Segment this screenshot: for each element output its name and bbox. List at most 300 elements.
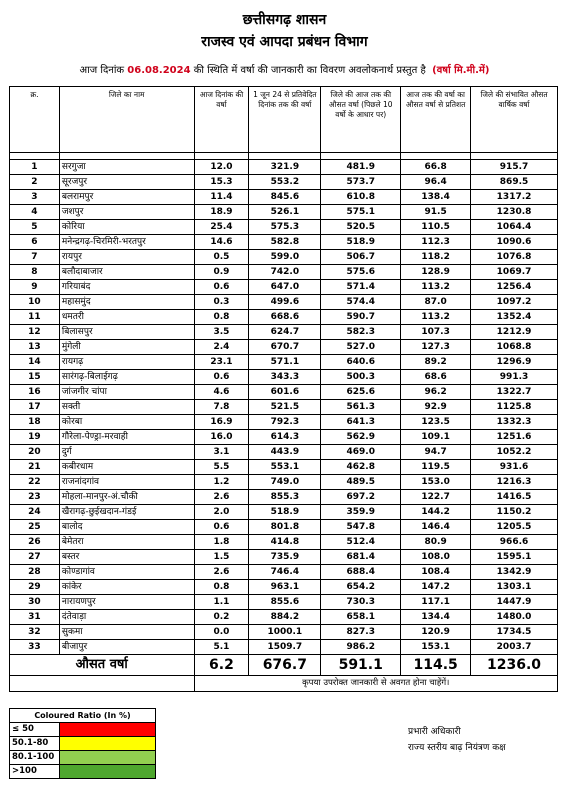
row-avg-to-date: 575.1 bbox=[321, 205, 401, 220]
row-serial: 7 bbox=[10, 250, 60, 265]
row-annual-avg: 1256.4 bbox=[471, 280, 558, 295]
table-row bbox=[10, 580, 558, 595]
row-today-rain: 2.6 bbox=[194, 490, 249, 505]
row-serial: 2 bbox=[10, 175, 60, 190]
row-district-name: गौरेला-पेण्ड्रा-मरवाही bbox=[59, 430, 194, 445]
row-annual-avg: 1317.2 bbox=[471, 190, 558, 205]
table-row bbox=[10, 535, 558, 550]
row-avg-to-date: 730.3 bbox=[321, 595, 401, 610]
row-avg-to-date: 625.6 bbox=[321, 385, 401, 400]
row-today-rain: 1.5 bbox=[194, 550, 249, 565]
row-avg-to-date: 562.9 bbox=[321, 430, 401, 445]
row-today-rain: 18.9 bbox=[194, 205, 249, 220]
row-percent: 87.0 bbox=[401, 295, 471, 310]
row-annual-avg: 1352.4 bbox=[471, 310, 558, 325]
row-percent: 153.1 bbox=[401, 640, 471, 655]
row-since-june-rain: 735.9 bbox=[249, 550, 321, 565]
row-annual-avg: 1076.8 bbox=[471, 250, 558, 265]
row-today-rain: 3.1 bbox=[194, 445, 249, 460]
legend-title: Coloured Ratio (In %) bbox=[10, 709, 156, 723]
average-today: 6.2 bbox=[194, 655, 249, 676]
legend-label: ≤ 50 bbox=[10, 723, 60, 737]
row-district-name: गरियाबंद bbox=[59, 280, 194, 295]
row-percent: 127.3 bbox=[401, 340, 471, 355]
table-row bbox=[10, 310, 558, 325]
row-avg-to-date: 641.3 bbox=[321, 415, 401, 430]
table-row bbox=[10, 505, 558, 520]
table-row bbox=[10, 625, 558, 640]
row-annual-avg: 1205.5 bbox=[471, 520, 558, 535]
row-serial: 12 bbox=[10, 325, 60, 340]
row-annual-avg: 1480.0 bbox=[471, 610, 558, 625]
table-row bbox=[10, 160, 558, 175]
row-serial: 28 bbox=[10, 565, 60, 580]
row-percent: 89.2 bbox=[401, 355, 471, 370]
row-serial: 3 bbox=[10, 190, 60, 205]
average-annual: 1236.0 bbox=[471, 655, 558, 676]
row-district-name: कबीरधाम bbox=[59, 460, 194, 475]
row-since-june-rain: 855.6 bbox=[249, 595, 321, 610]
row-annual-avg: 869.5 bbox=[471, 175, 558, 190]
row-percent: 122.7 bbox=[401, 490, 471, 505]
row-today-rain: 1.2 bbox=[194, 475, 249, 490]
row-avg-to-date: 481.9 bbox=[321, 160, 401, 175]
table-row bbox=[10, 280, 558, 295]
row-annual-avg: 1342.9 bbox=[471, 565, 558, 580]
row-today-rain: 5.5 bbox=[194, 460, 249, 475]
row-avg-to-date: 571.4 bbox=[321, 280, 401, 295]
row-today-rain: 0.6 bbox=[194, 370, 249, 385]
row-since-june-rain: 518.9 bbox=[249, 505, 321, 520]
footer-note-row bbox=[10, 676, 558, 692]
row-avg-to-date: 610.8 bbox=[321, 190, 401, 205]
row-avg-to-date: 520.5 bbox=[321, 220, 401, 235]
row-avg-to-date: 359.9 bbox=[321, 505, 401, 520]
row-percent: 118.2 bbox=[401, 250, 471, 265]
row-since-june-rain: 845.6 bbox=[249, 190, 321, 205]
row-serial: 8 bbox=[10, 265, 60, 280]
row-avg-to-date: 582.3 bbox=[321, 325, 401, 340]
row-today-rain: 0.3 bbox=[194, 295, 249, 310]
table-row bbox=[10, 220, 558, 235]
row-serial: 15 bbox=[10, 370, 60, 385]
row-district-name: रायपुर bbox=[59, 250, 194, 265]
row-since-june-rain: 749.0 bbox=[249, 475, 321, 490]
table-row bbox=[10, 235, 558, 250]
row-since-june-rain: 801.8 bbox=[249, 520, 321, 535]
row-since-june-rain: 582.8 bbox=[249, 235, 321, 250]
row-percent: 113.2 bbox=[401, 310, 471, 325]
row-today-rain: 12.0 bbox=[194, 160, 249, 175]
row-district-name: धमतरी bbox=[59, 310, 194, 325]
row-annual-avg: 1734.5 bbox=[471, 625, 558, 640]
row-since-june-rain: 499.6 bbox=[249, 295, 321, 310]
row-percent: 128.9 bbox=[401, 265, 471, 280]
row-annual-avg: 1332.3 bbox=[471, 415, 558, 430]
row-avg-to-date: 827.3 bbox=[321, 625, 401, 640]
row-district-name: मोहला-मानपुर-अं.चौकी bbox=[59, 490, 194, 505]
page-title: छत्तीसगढ़ शासन bbox=[242, 12, 327, 28]
header-percent: आज तक की वर्षा का औसत वर्षा से प्रतिशत bbox=[401, 87, 471, 153]
row-serial: 11 bbox=[10, 310, 60, 325]
row-percent: 107.3 bbox=[401, 325, 471, 340]
row-avg-to-date: 688.4 bbox=[321, 565, 401, 580]
row-annual-avg: 1322.7 bbox=[471, 385, 558, 400]
row-avg-to-date: 527.0 bbox=[321, 340, 401, 355]
row-district-name: बस्तर bbox=[59, 550, 194, 565]
row-avg-to-date: 654.2 bbox=[321, 580, 401, 595]
row-serial: 33 bbox=[10, 640, 60, 655]
row-percent: 123.5 bbox=[401, 415, 471, 430]
row-avg-to-date: 500.3 bbox=[321, 370, 401, 385]
row-annual-avg: 1296.9 bbox=[471, 355, 558, 370]
row-today-rain: 5.1 bbox=[194, 640, 249, 655]
row-annual-avg: 1090.6 bbox=[471, 235, 558, 250]
row-since-june-rain: 601.6 bbox=[249, 385, 321, 400]
row-since-june-rain: 668.6 bbox=[249, 310, 321, 325]
table-row bbox=[10, 475, 558, 490]
row-serial: 25 bbox=[10, 520, 60, 535]
row-district-name: कोरबा bbox=[59, 415, 194, 430]
row-today-rain: 16.0 bbox=[194, 430, 249, 445]
header-today: आज दिनांक की वर्षा bbox=[194, 87, 249, 153]
row-since-june-rain: 571.1 bbox=[249, 355, 321, 370]
table-row bbox=[10, 550, 558, 565]
row-serial: 23 bbox=[10, 490, 60, 505]
row-since-june-rain: 343.3 bbox=[249, 370, 321, 385]
row-district-name: कांकेर bbox=[59, 580, 194, 595]
row-percent: 110.5 bbox=[401, 220, 471, 235]
row-today-rain: 25.4 bbox=[194, 220, 249, 235]
row-avg-to-date: 986.2 bbox=[321, 640, 401, 655]
row-annual-avg: 1064.4 bbox=[471, 220, 558, 235]
row-today-rain: 1.8 bbox=[194, 535, 249, 550]
row-district-name: जांजगीर चांपा bbox=[59, 385, 194, 400]
row-annual-avg: 2003.7 bbox=[471, 640, 558, 655]
row-since-june-rain: 1509.7 bbox=[249, 640, 321, 655]
table-row bbox=[10, 565, 558, 580]
row-avg-to-date: 574.4 bbox=[321, 295, 401, 310]
row-annual-avg: 966.6 bbox=[471, 535, 558, 550]
row-district-name: दंतेवाड़ा bbox=[59, 610, 194, 625]
row-percent: 146.4 bbox=[401, 520, 471, 535]
legend-label: 80.1-100 bbox=[10, 751, 60, 765]
header-serial: क्र. bbox=[10, 87, 60, 153]
row-avg-to-date: 697.2 bbox=[321, 490, 401, 505]
row-percent: 92.9 bbox=[401, 400, 471, 415]
row-today-rain: 1.1 bbox=[194, 595, 249, 610]
row-since-june-rain: 1000.1 bbox=[249, 625, 321, 640]
signature-title: प्रभारी अधिकारी bbox=[408, 727, 461, 737]
average-since-june: 676.7 bbox=[249, 655, 321, 676]
row-avg-to-date: 489.5 bbox=[321, 475, 401, 490]
table-row bbox=[10, 175, 558, 190]
table-row bbox=[10, 595, 558, 610]
row-district-name: सुकमा bbox=[59, 625, 194, 640]
row-percent: 153.0 bbox=[401, 475, 471, 490]
table-row bbox=[10, 400, 558, 415]
row-today-rain: 23.1 bbox=[194, 355, 249, 370]
row-serial: 10 bbox=[10, 295, 60, 310]
row-since-june-rain: 647.0 bbox=[249, 280, 321, 295]
footer-note: कृपया उपरोक्त जानकारी से अवगत होना चाहेंगें। bbox=[194, 676, 558, 692]
row-district-name: महासमुंद bbox=[59, 295, 194, 310]
header-since-june: 1 जून 24 से प्रतिवेदित दिनांक तक की वर्षा bbox=[249, 87, 321, 153]
color-legend bbox=[9, 708, 156, 779]
table-row bbox=[10, 430, 558, 445]
table-row bbox=[10, 385, 558, 400]
row-since-june-rain: 414.8 bbox=[249, 535, 321, 550]
average-avg-to-date: 591.1 bbox=[321, 655, 401, 676]
row-annual-avg: 931.6 bbox=[471, 460, 558, 475]
row-avg-to-date: 681.4 bbox=[321, 550, 401, 565]
row-annual-avg: 991.3 bbox=[471, 370, 558, 385]
row-since-june-rain: 521.5 bbox=[249, 400, 321, 415]
row-annual-avg: 1447.9 bbox=[471, 595, 558, 610]
row-avg-to-date: 658.1 bbox=[321, 610, 401, 625]
row-serial: 22 bbox=[10, 475, 60, 490]
row-serial: 4 bbox=[10, 205, 60, 220]
row-since-june-rain: 553.1 bbox=[249, 460, 321, 475]
row-district-name: नारायणपुर bbox=[59, 595, 194, 610]
row-avg-to-date: 640.6 bbox=[321, 355, 401, 370]
row-percent: 80.9 bbox=[401, 535, 471, 550]
row-annual-avg: 1068.8 bbox=[471, 340, 558, 355]
row-percent: 120.9 bbox=[401, 625, 471, 640]
row-percent: 66.8 bbox=[401, 160, 471, 175]
row-percent: 108.0 bbox=[401, 550, 471, 565]
row-serial: 26 bbox=[10, 535, 60, 550]
row-percent: 119.5 bbox=[401, 460, 471, 475]
row-today-rain: 0.8 bbox=[194, 310, 249, 325]
row-district-name: बीजापुर bbox=[59, 640, 194, 655]
row-annual-avg: 1216.3 bbox=[471, 475, 558, 490]
row-serial: 24 bbox=[10, 505, 60, 520]
subtitle-text: की स्थिति में वर्षा की जानकारी का विवरण अवलोकनार्थ प्रस्तुत है bbox=[193, 65, 426, 76]
row-today-rain: 2.6 bbox=[194, 565, 249, 580]
row-district-name: खैरागढ़-छुईखदान-गंडई bbox=[59, 505, 194, 520]
row-annual-avg: 1212.9 bbox=[471, 325, 558, 340]
average-row bbox=[10, 655, 558, 676]
row-annual-avg: 915.7 bbox=[471, 160, 558, 175]
average-percent: 114.5 bbox=[401, 655, 471, 676]
row-district-name: बालोद bbox=[59, 520, 194, 535]
row-today-rain: 0.8 bbox=[194, 580, 249, 595]
row-avg-to-date: 512.4 bbox=[321, 535, 401, 550]
table-row bbox=[10, 295, 558, 310]
row-today-rain: 7.8 bbox=[194, 400, 249, 415]
row-since-june-rain: 792.3 bbox=[249, 415, 321, 430]
table-row bbox=[10, 190, 558, 205]
row-percent: 68.6 bbox=[401, 370, 471, 385]
rainfall-table bbox=[9, 86, 558, 692]
table-row bbox=[10, 640, 558, 655]
row-today-rain: 4.6 bbox=[194, 385, 249, 400]
header-avg-to-date: जिले की आज तक की औसत वर्षा (पिछले 10 वर्षो के आधार पर) bbox=[321, 87, 401, 153]
row-district-name: सारंगढ़-बिलाईगढ़ bbox=[59, 370, 194, 385]
average-label: औसत वर्षा bbox=[10, 655, 195, 676]
department-title: राजस्व एवं आपदा प्रबंधन विभाग bbox=[201, 34, 368, 50]
row-serial: 20 bbox=[10, 445, 60, 460]
row-serial: 16 bbox=[10, 385, 60, 400]
row-serial: 31 bbox=[10, 610, 60, 625]
table-row bbox=[10, 370, 558, 385]
row-avg-to-date: 462.8 bbox=[321, 460, 401, 475]
row-district-name: बलरामपुर bbox=[59, 190, 194, 205]
table-row bbox=[10, 340, 558, 355]
row-today-rain: 11.4 bbox=[194, 190, 249, 205]
row-serial: 1 bbox=[10, 160, 60, 175]
row-since-june-rain: 624.7 bbox=[249, 325, 321, 340]
footer-blank bbox=[10, 676, 195, 692]
table-row bbox=[10, 205, 558, 220]
table-row bbox=[10, 325, 558, 340]
row-since-june-rain: 742.0 bbox=[249, 265, 321, 280]
row-serial: 5 bbox=[10, 220, 60, 235]
row-avg-to-date: 547.8 bbox=[321, 520, 401, 535]
row-serial: 6 bbox=[10, 235, 60, 250]
row-annual-avg: 1230.8 bbox=[471, 205, 558, 220]
subtitle-prefix: आज दिनांक bbox=[79, 65, 125, 76]
row-avg-to-date: 590.7 bbox=[321, 310, 401, 325]
unit-label: (वर्षा मि.मी.में) bbox=[432, 65, 490, 76]
row-percent: 138.4 bbox=[401, 190, 471, 205]
row-today-rain: 3.5 bbox=[194, 325, 249, 340]
row-today-rain: 0.9 bbox=[194, 265, 249, 280]
row-district-name: बलौदाबाजार bbox=[59, 265, 194, 280]
row-serial: 9 bbox=[10, 280, 60, 295]
table-row bbox=[10, 610, 558, 625]
row-today-rain: 0.6 bbox=[194, 280, 249, 295]
row-percent: 91.5 bbox=[401, 205, 471, 220]
row-district-name: मनेन्द्रगढ़-चिरमिरी-भरतपुर bbox=[59, 235, 194, 250]
table-row bbox=[10, 415, 558, 430]
row-since-june-rain: 553.2 bbox=[249, 175, 321, 190]
row-annual-avg: 1052.2 bbox=[471, 445, 558, 460]
row-annual-avg: 1251.6 bbox=[471, 430, 558, 445]
row-today-rain: 16.9 bbox=[194, 415, 249, 430]
row-annual-avg: 1125.8 bbox=[471, 400, 558, 415]
row-since-june-rain: 614.3 bbox=[249, 430, 321, 445]
table-row bbox=[10, 490, 558, 505]
row-district-name: सरगुजा bbox=[59, 160, 194, 175]
row-district-name: बेमेतरा bbox=[59, 535, 194, 550]
row-since-june-rain: 443.9 bbox=[249, 445, 321, 460]
row-percent: 144.2 bbox=[401, 505, 471, 520]
row-today-rain: 0.0 bbox=[194, 625, 249, 640]
row-serial: 14 bbox=[10, 355, 60, 370]
legend-swatch bbox=[60, 765, 156, 779]
table-row bbox=[10, 460, 558, 475]
row-today-rain: 15.3 bbox=[194, 175, 249, 190]
row-today-rain: 14.6 bbox=[194, 235, 249, 250]
row-since-june-rain: 855.3 bbox=[249, 490, 321, 505]
row-district-name: मुंगेली bbox=[59, 340, 194, 355]
row-district-name: रायगढ़ bbox=[59, 355, 194, 370]
row-avg-to-date: 506.7 bbox=[321, 250, 401, 265]
row-district-name: सूरजपुर bbox=[59, 175, 194, 190]
legend-label: 50.1-80 bbox=[10, 737, 60, 751]
row-percent: 117.1 bbox=[401, 595, 471, 610]
row-annual-avg: 1069.7 bbox=[471, 265, 558, 280]
row-percent: 94.7 bbox=[401, 445, 471, 460]
row-annual-avg: 1416.5 bbox=[471, 490, 558, 505]
row-district-name: दुर्ग bbox=[59, 445, 194, 460]
report-subtitle bbox=[10, 62, 559, 76]
row-since-june-rain: 575.3 bbox=[249, 220, 321, 235]
row-avg-to-date: 573.7 bbox=[321, 175, 401, 190]
row-annual-avg: 1303.1 bbox=[471, 580, 558, 595]
row-annual-avg: 1150.2 bbox=[471, 505, 558, 520]
row-percent: 112.3 bbox=[401, 235, 471, 250]
report-date: 06.08.2024 bbox=[127, 65, 191, 76]
legend-label: >100 bbox=[10, 765, 60, 779]
row-annual-avg: 1595.1 bbox=[471, 550, 558, 565]
row-today-rain: 0.5 bbox=[194, 250, 249, 265]
row-serial: 32 bbox=[10, 625, 60, 640]
row-district-name: कोण्डागांव bbox=[59, 565, 194, 580]
header-annual: जिले की संभावित औसत वार्षिक वर्षा bbox=[471, 87, 558, 153]
table-row bbox=[10, 265, 558, 280]
table-row bbox=[10, 520, 558, 535]
row-today-rain: 2.4 bbox=[194, 340, 249, 355]
row-percent: 108.4 bbox=[401, 565, 471, 580]
row-percent: 113.2 bbox=[401, 280, 471, 295]
row-today-rain: 0.6 bbox=[194, 520, 249, 535]
row-district-name: सक्ती bbox=[59, 400, 194, 415]
table-row bbox=[10, 445, 558, 460]
row-percent: 96.2 bbox=[401, 385, 471, 400]
row-serial: 13 bbox=[10, 340, 60, 355]
table-header-row bbox=[10, 87, 558, 153]
spacer-row bbox=[10, 153, 558, 160]
row-annual-avg: 1097.2 bbox=[471, 295, 558, 310]
row-percent: 134.4 bbox=[401, 610, 471, 625]
legend-swatch bbox=[60, 751, 156, 765]
row-percent: 147.2 bbox=[401, 580, 471, 595]
row-serial: 27 bbox=[10, 550, 60, 565]
row-district-name: राजनांदगांव bbox=[59, 475, 194, 490]
row-avg-to-date: 469.0 bbox=[321, 445, 401, 460]
row-today-rain: 2.0 bbox=[194, 505, 249, 520]
row-since-june-rain: 526.1 bbox=[249, 205, 321, 220]
row-serial: 18 bbox=[10, 415, 60, 430]
row-since-june-rain: 963.1 bbox=[249, 580, 321, 595]
row-serial: 19 bbox=[10, 430, 60, 445]
row-percent: 96.4 bbox=[401, 175, 471, 190]
row-since-june-rain: 670.7 bbox=[249, 340, 321, 355]
row-since-june-rain: 321.9 bbox=[249, 160, 321, 175]
table-row bbox=[10, 355, 558, 370]
row-avg-to-date: 561.3 bbox=[321, 400, 401, 415]
row-since-june-rain: 599.0 bbox=[249, 250, 321, 265]
signature-office: राज्य स्तरीय बाढ़ नियंत्रण कक्ष bbox=[408, 743, 506, 753]
row-serial: 17 bbox=[10, 400, 60, 415]
row-avg-to-date: 575.6 bbox=[321, 265, 401, 280]
legend-swatch bbox=[60, 737, 156, 751]
row-percent: 109.1 bbox=[401, 430, 471, 445]
table-row bbox=[10, 250, 558, 265]
row-today-rain: 0.2 bbox=[194, 610, 249, 625]
row-serial: 21 bbox=[10, 460, 60, 475]
row-serial: 29 bbox=[10, 580, 60, 595]
row-avg-to-date: 518.9 bbox=[321, 235, 401, 250]
row-serial: 30 bbox=[10, 595, 60, 610]
row-district-name: बिलासपुर bbox=[59, 325, 194, 340]
row-since-june-rain: 884.2 bbox=[249, 610, 321, 625]
legend-swatch bbox=[60, 723, 156, 737]
header-district: जिले का नाम bbox=[59, 87, 194, 153]
